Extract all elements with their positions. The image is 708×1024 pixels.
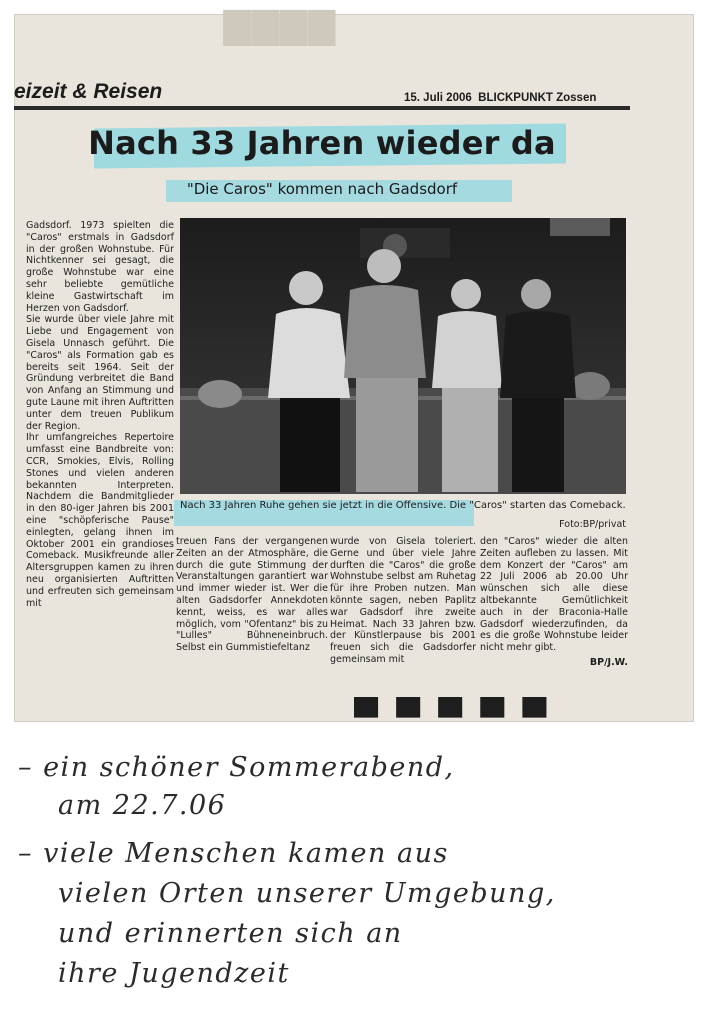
handwritten-line: – viele Menschen kamen aus: [18, 838, 449, 869]
article-paragraph: treuen Fans der vergangenen Zeiten an der Atmosphäre, die durch die gute Stimmung der Veranstaltungen garantiert war und immer wieder ist. Wer die alten Gadsdorfer Annekdoten kennt, weiss, es war alles möglich, vom "Ofentanz" bis zu "Lulles" Bühneneinbruch. Selbst ein Gummistiefeltanz: [176, 536, 328, 654]
issue-date: 15. Juli 2006: [404, 92, 472, 104]
article-column-2: [176, 536, 328, 654]
handwritten-line: und erinnerten sich an: [58, 918, 403, 949]
article-column-3: [330, 536, 476, 666]
photo-caption: Nach 33 Jahren Ruhe gehen sie jetzt in die Offensive. Die "Caros" starten das Comeback.: [180, 500, 626, 511]
article-column-1: [26, 220, 174, 609]
handwritten-line: am 22.7.06: [58, 790, 227, 821]
article-paragraph: Gadsdorf. 1973 spielten die "Caros" erstmals in Gadsdorf in der großen Wohnstube. Für Nichtkenner sei gesagt, die große Wohnstube war eine sehr beliebte gemütliche kleine Gastwirtschaft im Herzen von Gadsdorf.: [26, 220, 174, 314]
article-paragraph: den "Caros" wieder die alten Zeiten aufleben zu lassen. Mit dem Konzert der "Caros" am 22 Juli 2006 ab 20.00 Uhr wünschen sich alle diese altbekannte Gemütlichkeit auch in der Braconia-Halle Gadsdorf wiederzufinden, da es die große Wohnstube leider nicht mehr gibt.: [480, 536, 628, 654]
handwritten-line: – ein schöner Sommerabend,: [18, 752, 455, 783]
headline: Nach 33 Jahren wieder da: [88, 124, 556, 162]
publication-name: BLICKPUNKT Zossen: [478, 92, 597, 104]
newspaper-clipping: [14, 7, 694, 736]
article-paragraph: Sie wurde über viele Jahre mit Liebe und Engagement von Gisela Unnasch geführt. Die "Caros" als Formation gab es bereits seit 1964. Seit der Gründung verbreitet die Band von Anfang an Stimmung und gute Laune mit ihren Auftritten unter dem treuen Publikum der Region.: [26, 314, 174, 432]
header-rule: [14, 106, 630, 110]
subheadline: "Die Caros" kommen nach Gadsdorf: [186, 180, 458, 198]
handwritten-line: ihre Jugendzeit: [58, 958, 290, 989]
article-paragraph: Ihr umfangreiches Repertoire umfasst eine Bandbreite von: CCR, Smokies, Elvis, Rolling Stones und vielen anderen bekannten Interpreten. Nachdem die Bandmitglieder in den 80-iger Jahren bis 2001 eine "schöpferische Pause" einlegten, gelang ihnen im Oktober 2001 ein grandioses Comeback. Musikfreunde aller Altersgruppen kamen zu ihren neu organisierten Auftritten und erfreuten sich gemeinsam mit: [26, 432, 174, 609]
article-paragraph: wurde von Gisela toleriert. Gerne und über viele Jahre durften die "Caros" die große Wohnstube selbst am Ruhetag für ihre Proben nutzen. Man könnte sagen, neben Paplitz war Gadsdorf ihre zweite Heimat. Nach 33 Jahren bzw. der Künstlerpause bis 2001 freuen sich die Gadsdorfer gemeinsam mit: [330, 536, 476, 665]
photo-credit: Foto:BP/privat: [559, 519, 626, 530]
band-photo-illustration: [180, 218, 626, 494]
dateline: [404, 92, 596, 104]
next-article-fragment: ▀▀▀▀▀: [354, 698, 565, 736]
bleed-through-text: ▇▇▇▇: [224, 7, 337, 45]
band-photo: [180, 218, 626, 494]
author-signature: BP/J.W.: [589, 656, 628, 668]
handwritten-line: vielen Orten unserer Umgebung,: [58, 878, 556, 909]
article-column-4: [480, 536, 628, 669]
section-title: eizeit & Reisen: [14, 80, 163, 103]
